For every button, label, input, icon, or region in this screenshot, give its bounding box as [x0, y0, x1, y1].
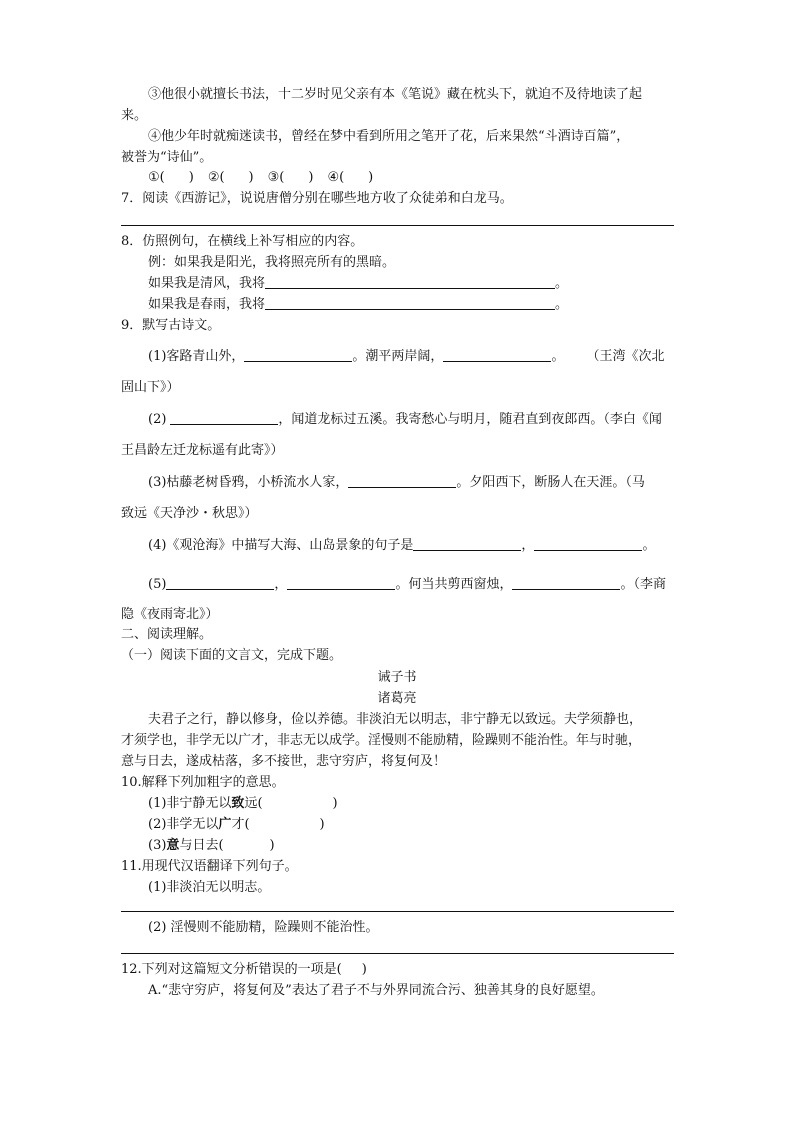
q9-4-text-b: ，	[521, 538, 535, 553]
text-author: 诸葛亮	[377, 691, 417, 706]
q6-blank-3-close: )	[308, 170, 314, 185]
q10-1-bold: 致	[231, 796, 245, 811]
q9-1-text-c: 。	[551, 349, 565, 364]
q9-2-source-cont: 王昌龄左迁龙标遥有此寄》）	[121, 443, 284, 458]
q9-item-5	[148, 575, 666, 595]
q11-item-2: (2) 淫慢则不能励精，险躁则不能治性。	[148, 920, 379, 935]
q10-3-close: )	[269, 838, 275, 853]
q9-4-blank-1[interactable]	[413, 536, 521, 551]
q6-blank-2-close: )	[248, 170, 254, 185]
q9-2-blank-1[interactable]	[170, 410, 278, 425]
text-paragraph-line-3: 意与日去，遂成枯落，多不接世，悲守穷庐，将复何及！	[121, 754, 447, 769]
q8-example: 例：如果我是阳光，我将照亮所有的黑暗。	[148, 255, 396, 270]
q9-3-blank-1[interactable]	[348, 473, 456, 488]
q9-1-blank-2[interactable]	[443, 347, 551, 362]
q10-1-text-b: 远(	[244, 796, 263, 811]
q11-text: 11.用现代汉语翻译下列句子。	[121, 859, 298, 874]
q10-2-close: )	[319, 817, 325, 832]
q6-answer-blanks[interactable]	[148, 168, 373, 188]
q9-item-1	[148, 347, 664, 367]
q11-2-answer-line[interactable]	[121, 953, 674, 954]
q6-sentence-3a: ③他很小就擅长书法，十二岁时见父亲有本《笔说》藏在枕头下，就迫不及待地读了起	[148, 87, 643, 102]
q9-text: 9．默写古诗文。	[121, 318, 221, 333]
q12-text-main: 12.下列对这篇短文分析错误的一项是(	[121, 962, 342, 977]
q10-1-text-a: (1)非宁静无以	[148, 796, 232, 811]
q9-item-2	[148, 410, 662, 430]
q10-text: 10.解释下列加粗字的意思。	[121, 775, 285, 790]
q9-5-blank-3[interactable]	[512, 575, 620, 590]
q9-1-blank-1[interactable]	[244, 347, 352, 362]
q8-line-2-prefix: 如果我是春雨，我将	[148, 297, 266, 312]
q6-blank-1-open: ①(	[148, 170, 165, 185]
q9-5-text-c: 。何当共剪西窗烛，	[395, 577, 513, 592]
q6-blank-4-close: )	[368, 170, 374, 185]
q8-line-1-end: 。	[555, 276, 569, 291]
q9-item-3	[148, 473, 645, 493]
text-paragraph-line-1: 夫君子之行，静以修身，俭以养德。非淡泊无以明志，非宁静无以致远。夫学须静也，	[148, 712, 643, 727]
q8-line-1-prefix: 如果我是清风，我将	[148, 276, 266, 291]
section-2-subtitle: （一）阅读下面的文言文，完成下题。	[121, 648, 343, 663]
q8-blank-2[interactable]	[265, 295, 555, 310]
q9-item-4	[148, 536, 655, 556]
q9-1-source-cont: 固山下》）	[121, 380, 180, 395]
q10-2-text-a: (2)非学无以	[148, 817, 219, 832]
q9-5-source-cont: 隐《夜雨寄北》）	[121, 607, 219, 622]
q8-line-2	[148, 295, 568, 315]
q9-3-text-b: 。夕阳西下，断肠人在天涯。（马	[456, 475, 645, 490]
q9-5-blank-2[interactable]	[287, 575, 395, 590]
q6-blank-4-open: ④(	[327, 170, 345, 185]
q9-3-source-cont: 致远《天净沙・秋思》）	[121, 506, 258, 521]
q9-2-text-b: ，闻道龙标过五溪。我寄愁心与明月，随君直到夜郎西。（李白《闻	[278, 412, 662, 427]
q7-answer-line[interactable]	[121, 225, 674, 226]
q10-item-2	[148, 815, 325, 835]
q10-item-1	[148, 794, 338, 814]
q9-5-source: 。（李商	[620, 577, 666, 592]
q6-blank-3-open: ③(	[267, 170, 285, 185]
q11-item-1: (1)非淡泊无以明志。	[148, 880, 271, 895]
q9-2-text-a: (2)	[148, 412, 167, 427]
q11-1-answer-line[interactable]	[121, 911, 674, 912]
q12-text	[121, 960, 367, 980]
q9-5-blank-1[interactable]	[166, 575, 274, 590]
q6-sentence-4b: 被誉为“诗仙”。	[121, 150, 213, 165]
q9-4-text-a: (4)《观沧海》中描写大海、山岛景象的句子是	[148, 538, 414, 553]
text-paragraph-line-2: 才须学也，非学无以广才，非志无以成学。淫慢则不能励精，险躁则不能治性。年与时驰，	[121, 733, 642, 748]
q9-1-text-a: (1)客路青山外，	[148, 349, 245, 364]
q10-item-3	[148, 836, 275, 856]
q8-line-2-end: 。	[555, 297, 569, 312]
q12-close: )	[361, 962, 367, 977]
q10-3-text-a: (3)	[148, 838, 167, 853]
q9-1-text-b: 。潮平两岸阔，	[352, 349, 444, 364]
text-title: 诫子书	[377, 670, 417, 685]
q10-2-text-b: 才(	[231, 817, 250, 832]
q9-5-text-a: (5)	[148, 577, 167, 592]
q8-blank-1[interactable]	[265, 274, 555, 289]
q10-1-close: )	[332, 796, 338, 811]
section-2-title: 二、阅读理解。	[121, 627, 213, 642]
q9-4-blank-2[interactable]	[534, 536, 642, 551]
q9-4-text-c: 。	[642, 538, 656, 553]
q9-5-text-b: ，	[274, 577, 288, 592]
q8-line-1	[148, 274, 568, 294]
q6-sentence-3b: 来。	[121, 108, 148, 123]
q8-text: 8．仿照例句，在横线上补写相应的内容。	[121, 234, 364, 249]
q10-2-bold: 广	[218, 817, 232, 832]
q6-blank-2-open: ②(	[207, 170, 225, 185]
q12-option-a[interactable]: A.“悲守穷庐，将复何及”表达了君子不与外界同流合污、独善其身的良好愿望。	[148, 983, 604, 998]
q6-sentence-4a: ④他少年时就痴迷读书，曾经在梦中看到所用之笔开了花，后来果然“斗酒诗百篇”，	[148, 129, 630, 144]
q6-blank-1-close: )	[188, 170, 194, 185]
q9-3-text-a: (3)枯藤老树昏鸦，小桥流水人家，	[148, 475, 349, 490]
q7-text: 7．阅读《西游记》，说说唐僧分别在哪些地方收了众徒弟和白龙马。	[121, 191, 513, 206]
q10-3-text-b: 与日去(	[179, 838, 224, 853]
q9-1-source: （王湾《次北	[586, 349, 665, 364]
q10-3-bold: 意	[166, 838, 180, 853]
